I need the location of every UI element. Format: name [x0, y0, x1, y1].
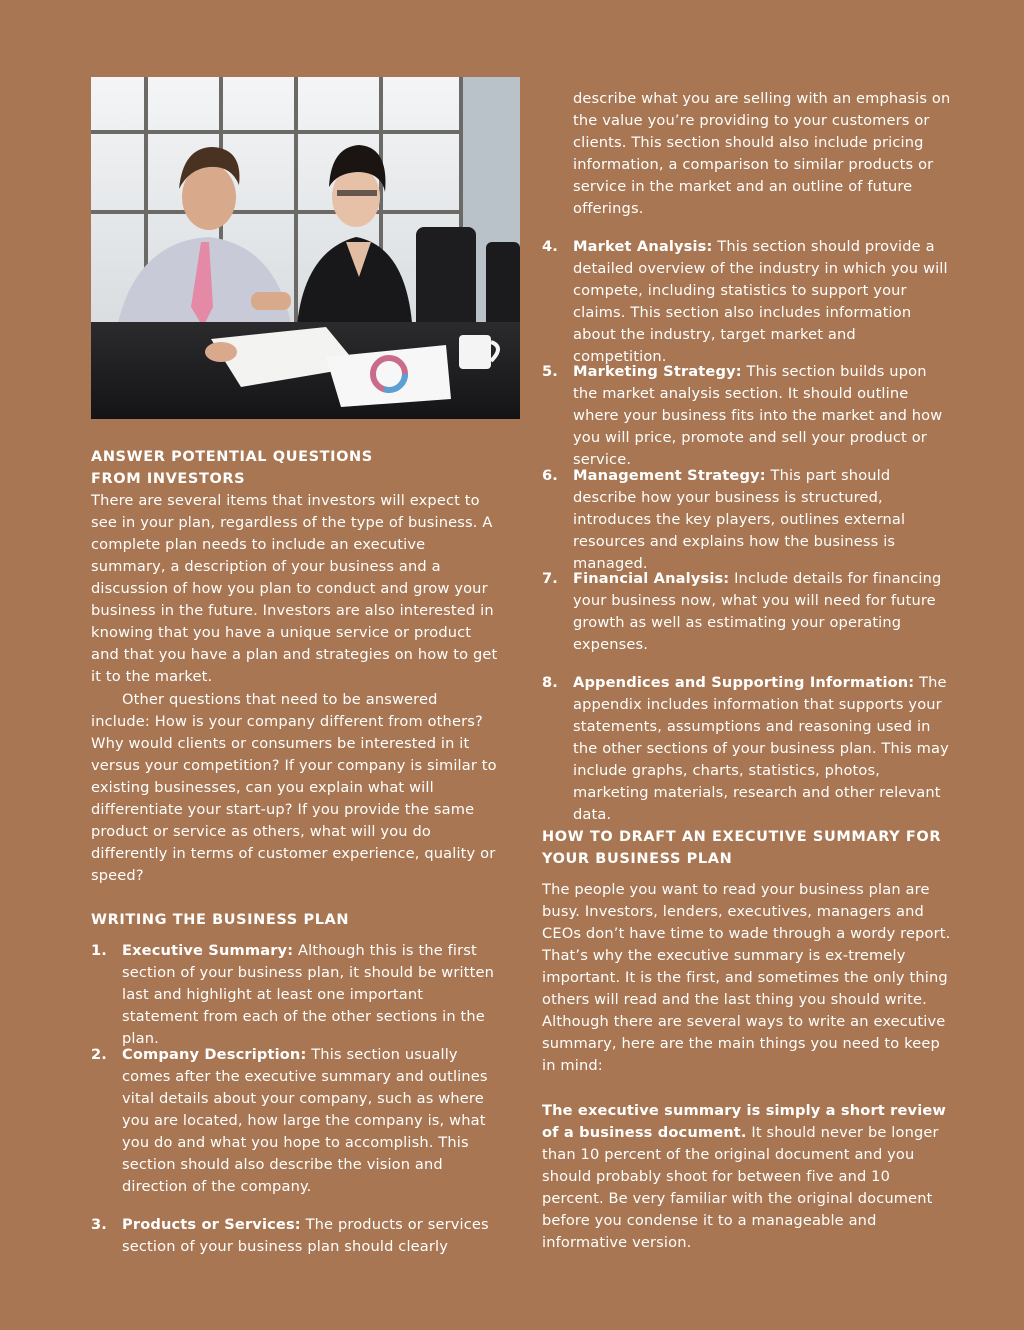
item-text: The products or services section of your business plan should clearly [122, 1216, 489, 1255]
item-number: 1. [91, 942, 107, 959]
executive-summary-paragraph: The people you want to read your business plan are busy. Investors, lenders, executives, managers and CEOs don’t have time to wade through a wordy report. That’s why the executive summary is ex-tremely important. It is the first, and sometimes the only thing others will read and the last thing you should write. Although there are several ways to write an executive summary, here are the main things you need to keep in mind: [542, 881, 951, 1074]
note-bold: The executive summary is simply a short review of a business document. [542, 1102, 947, 1141]
photo-illustration [91, 77, 520, 419]
investors-paragraph-2: Other questions that need to be answered include: How is your company different from others? Why would clients or consumers be interested in it versus your competition? If your company is similar to existing businesses, can you explain what will differentiate your start-up? If you provide the same product or service as others, what will you do differently in terms of customer experience, quality or speed? [91, 691, 497, 884]
item-body [573, 361, 954, 471]
item-body [122, 1214, 501, 1258]
item-body [122, 1044, 501, 1198]
item-title: Appendices and Supporting Information: [573, 674, 915, 691]
item-text: The appendix includes information that supports your statements, assumptions and reasoning used in the other sections of your business plan. This may include graphs, charts, statistics, photos, marketing materials, research and other relevant data. [573, 674, 949, 823]
item-number: 6. [542, 467, 558, 484]
item-title: Company Description: [122, 1046, 307, 1063]
item-number: 4. [542, 238, 558, 255]
item-body [573, 568, 954, 656]
heading-line: FROM INVESTORS [91, 471, 246, 487]
item-text: This section should provide a detailed overview of the industry in which you will compete, including statistics to support your claims. This section also includes information about the industry, target market and competition. [573, 238, 948, 365]
item-text: This part should describe how your business is structured, introduces the key players, outlines external resources and explains how the business is managed. [573, 467, 906, 572]
item-number: 5. [542, 363, 558, 380]
heading-line: YOUR BUSINESS PLAN [542, 851, 733, 867]
heading-line: HOW TO DRAFT AN EXECUTIVE SUMMARY FOR [542, 829, 942, 845]
item-body [122, 940, 501, 1050]
item-title: Market Analysis: [573, 238, 713, 255]
note-text: It should never be longer than 10 percent of the original document and you should probably shoot for between five and 10 percent. Be very familiar with the original document before you condense it to a manageable and informative version. [542, 1124, 939, 1251]
item-title: Marketing Strategy: [573, 363, 742, 380]
item-number: 2. [91, 1046, 107, 1063]
heading-line: ANSWER POTENTIAL QUESTIONS [91, 449, 373, 465]
item-text: Although this is the first section of your business plan, it should be written last and highlight at least one important statement from each of the other sections in the plan. [122, 942, 494, 1047]
executive-summary-note [542, 1100, 954, 1254]
item-title: Management Strategy: [573, 467, 766, 484]
item-number: 8. [542, 674, 558, 691]
item-body [573, 236, 954, 368]
item-title: Products or Services: [122, 1216, 301, 1233]
investors-paragraph-1: There are several items that investors will expect to see in your plan, regardless of the type of business. A complete plan needs to include an executive summary, a description of your business and a discussion of how you plan to conduct and grow your business in the future. Investors are also interested in knowing that you have a unique service or product and that you have a plan and strategies on how to get it to the market. [91, 492, 498, 685]
item-title: Executive Summary: [122, 942, 294, 959]
item-body [573, 672, 954, 826]
section-heading-executive-summary [542, 826, 962, 870]
item-body [573, 465, 954, 575]
products-continuation: describe what you are selling with an emphasis on the value you’re providing to your customers or clients. This section should also include pricing information, a comparison to similar products or service in the market and an outline of future offerings. [573, 90, 951, 217]
item-number: 3. [91, 1216, 107, 1233]
item-number: 7. [542, 570, 558, 587]
item-text: Include details for financing your business now, what you will need for future growth as well as estimating your operating expenses. [573, 570, 942, 653]
item-text: This section builds upon the market analysis section. It should outline where your business fits into the market and how you will price, promote and sell your product or service. [573, 363, 943, 468]
section-heading-investors [91, 446, 511, 490]
business-meeting-photo [91, 77, 520, 419]
item-text: This section usually comes after the executive summary and outlines vital details about your company, such as where you are located, how large the company is, what you do and what you hope to accomplish. This section should also describe the vision and direction of the company. [122, 1046, 488, 1195]
item-title: Financial Analysis: [573, 570, 730, 587]
section-heading-writing: WRITING THE BUSINESS PLAN [91, 912, 350, 928]
